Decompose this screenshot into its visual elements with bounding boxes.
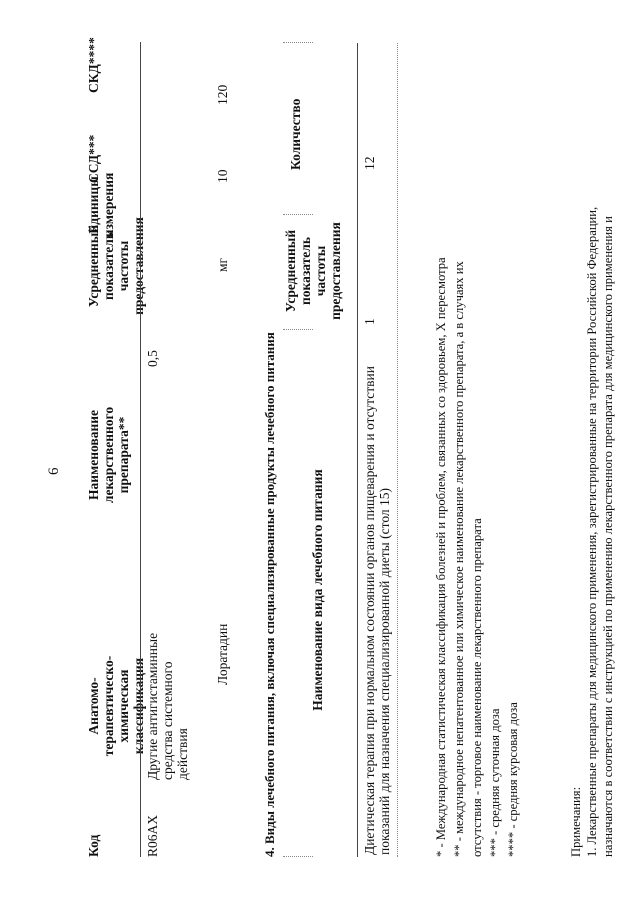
header-atc: Анатомо-терапевтическо-химическая классификация xyxy=(86,655,146,757)
header-drug-name: Наименование лекарственного препарата** xyxy=(86,406,131,504)
drug-ssd: 10 xyxy=(215,169,230,183)
table-col-divider-1 xyxy=(283,329,313,330)
footnote-4: *** - средняя суточная доза xyxy=(488,708,502,857)
header-ssd: ССД*** xyxy=(86,134,101,183)
header-units: Единицы измерения xyxy=(86,172,116,238)
footnote-1: * - Международная статистическая классификация болезней и проблем, связанных со здоровьем, X пересмотра xyxy=(434,257,448,857)
drug-table-header-rule xyxy=(140,42,141,857)
drug-unit: мг xyxy=(215,257,230,272)
page-number: 6 xyxy=(46,467,62,475)
section-4-heading: 4. Виды лечебного питания, включая специализированные продукты лечебного питания xyxy=(262,332,277,857)
notes-title: Примечания: xyxy=(569,786,583,857)
header-frequency: Усредненный показатель частоты предоставления xyxy=(86,217,146,315)
footnote-5: **** - средняя курсовая доза xyxy=(506,702,520,857)
header-nutrition-frequency: Усредненный показатель частоты предоставления xyxy=(283,222,343,320)
header-nutrition-kind: Наименование вида лечебного питания xyxy=(310,469,325,711)
notes-line-1: 1. Лекарственные препараты для медицинского применения, зарегистрированные на территории Российской Федерации, xyxy=(585,206,599,857)
nutrition-kind: Диетическая терапия при нормальном состоянии органов пищеварения и отсутствии показаний для назначения специализированной диеты (стол 15) xyxy=(362,366,392,855)
footnotes xyxy=(432,17,522,857)
notes xyxy=(568,7,616,857)
group-frequency: 0,5 xyxy=(145,350,160,367)
drug-name: Лоратадин xyxy=(215,623,230,685)
drug-skd: 120 xyxy=(215,84,230,105)
nutrition-quantity: 12 xyxy=(362,156,377,170)
table-right-border xyxy=(283,42,313,43)
footnote-3: отсутствия - торговое наименование лекарственного препарата xyxy=(470,518,484,857)
nutrition-header-rule xyxy=(357,43,358,857)
notes-line-2: назначаются в соответствии с инструкцией по применению лекарственного препарата для медицинского применения и xyxy=(601,216,615,857)
table-col-divider-2 xyxy=(283,214,313,215)
group-atc-name: Другие антигистаминные средства системного действия xyxy=(145,632,190,780)
header-quantity: Количество xyxy=(288,98,303,170)
nutrition-bottom-rule xyxy=(397,43,398,857)
table-left-border xyxy=(283,856,313,857)
group-code: R06AX xyxy=(145,814,160,857)
nutrition-frequency: 1 xyxy=(362,318,377,325)
header-code: Код xyxy=(86,834,101,857)
header-skd: СКД**** xyxy=(86,37,101,93)
footnote-2: ** - международное непатентованное или химическое наименование лекарственного препарата, а в случаях их xyxy=(452,261,466,857)
